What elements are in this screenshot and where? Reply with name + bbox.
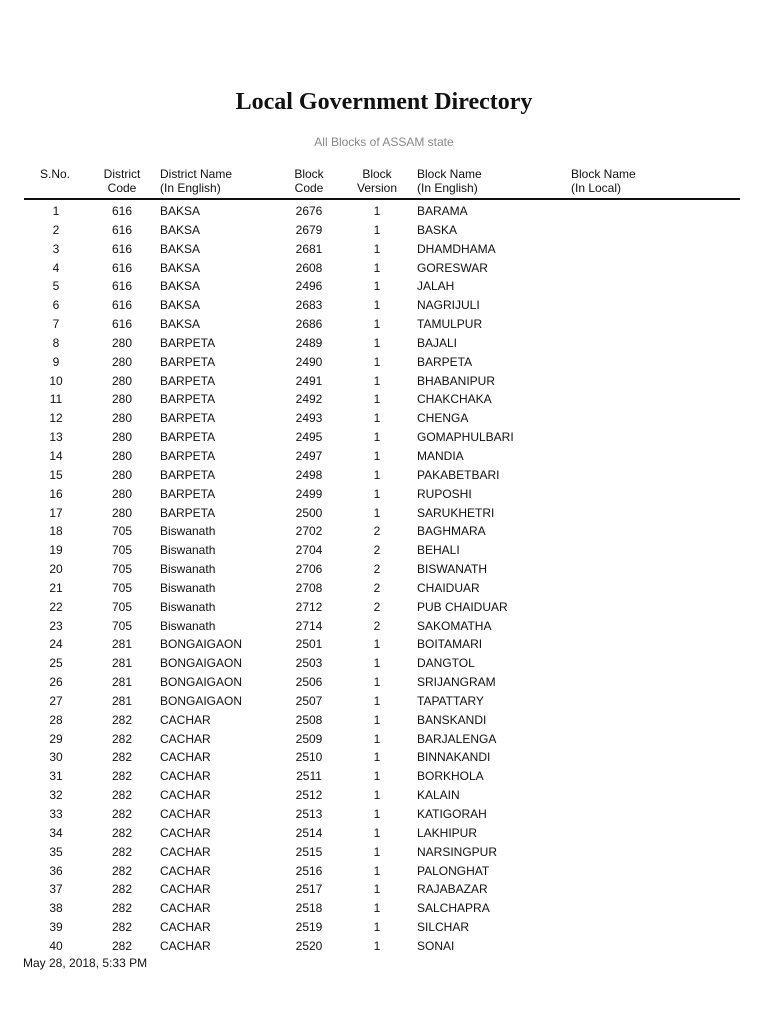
cell-sno: 15 — [49, 467, 63, 482]
cell-district-code: 282 — [111, 901, 133, 916]
cell-block-name: PALONGHAT — [417, 863, 490, 878]
table-row — [0, 805, 768, 824]
table-row — [0, 541, 768, 560]
cell-sno: 29 — [49, 731, 63, 746]
cell-block-code: 2492 — [295, 392, 323, 407]
cell-block-version: 1 — [373, 712, 381, 727]
cell-district-code: 280 — [111, 467, 133, 482]
cell-block-name: BARAMA — [417, 204, 468, 218]
cell-district-name: BARPETA — [160, 335, 216, 350]
table-row — [0, 692, 768, 711]
cell-district-code: 282 — [111, 825, 133, 840]
cell-block-version: 1 — [373, 317, 381, 332]
cell-district-name: BAKSA — [160, 260, 201, 275]
cell-district-code: 280 — [111, 373, 133, 388]
cell-block-code: 2511 — [296, 769, 322, 784]
table-row — [0, 862, 768, 881]
cell-block-name: BANSKANDI — [417, 712, 487, 727]
cell-block-version: 1 — [373, 392, 381, 407]
cell-block-code: 2712 — [295, 599, 323, 614]
cell-district-name: CACHAR — [160, 731, 211, 746]
cell-district-name: BONGAIGAON — [160, 637, 243, 652]
cell-block-code: 2509 — [295, 731, 323, 746]
cell-block-name: LAKHIPUR — [417, 825, 478, 840]
cell-district-code: 280 — [111, 486, 133, 501]
cell-district-name: CACHAR — [160, 920, 211, 935]
cell-sno: 14 — [49, 448, 63, 463]
cell-block-version: 1 — [373, 373, 381, 388]
table-row — [0, 617, 768, 636]
cell-district-name: CACHAR — [160, 769, 211, 784]
cell-district-name: CACHAR — [160, 844, 211, 859]
cell-district-code: 282 — [111, 882, 133, 897]
cell-district-code: 281 — [111, 656, 133, 671]
cell-block-version: 2 — [373, 580, 381, 595]
cell-district-name: BAKSA — [160, 279, 201, 294]
cell-sno: 31 — [49, 769, 63, 784]
cell-block-code: 2512 — [295, 788, 323, 803]
cell-sno: 30 — [49, 750, 63, 765]
cell-block-name: SONAI — [417, 938, 455, 953]
cell-block-code: 2708 — [295, 580, 323, 595]
cell-sno: 26 — [49, 675, 63, 690]
cell-district-name: BARPETA — [160, 505, 216, 520]
cell-block-code: 2496 — [295, 279, 323, 294]
table-row — [0, 748, 768, 767]
cell-district-name: Biswanath — [160, 524, 216, 539]
cell-sno: 35 — [49, 844, 63, 859]
cell-block-name: DANGTOL — [417, 656, 475, 671]
cell-block-version: 2 — [373, 562, 381, 577]
cell-sno: 17 — [49, 505, 63, 520]
cell-sno: 6 — [52, 298, 60, 313]
cell-district-name: Biswanath — [160, 562, 216, 577]
cell-block-code: 2508 — [295, 712, 323, 727]
cell-block-code: 2515 — [295, 844, 323, 859]
cell-sno: 10 — [49, 373, 63, 388]
cell-sno: 40 — [49, 938, 63, 953]
cell-district-code: 282 — [111, 807, 133, 821]
cell-district-code: 280 — [111, 448, 133, 463]
cell-block-name: TAMULPUR — [417, 317, 483, 332]
cell-block-version: 1 — [373, 675, 381, 690]
cell-sno: 2 — [52, 222, 60, 237]
cell-district-name: BARPETA — [160, 354, 216, 369]
cell-block-version: 1 — [373, 656, 381, 671]
cell-block-version: 1 — [373, 467, 381, 482]
cell-block-version: 1 — [373, 769, 381, 784]
cell-sno: 27 — [49, 693, 63, 708]
cell-sno: 21 — [49, 580, 63, 595]
cell-block-code: 2676 — [295, 204, 323, 218]
cell-block-code: 2517 — [295, 882, 323, 897]
cell-block-code: 2498 — [295, 467, 323, 482]
cell-sno: 20 — [49, 562, 63, 577]
cell-block-name: SALCHAPRA — [417, 901, 490, 916]
cell-district-name: CACHAR — [160, 901, 211, 916]
cell-district-name: BARPETA — [160, 448, 216, 463]
header-district-name: District Name (In English) — [160, 167, 233, 195]
cell-district-code: 282 — [111, 769, 133, 784]
table-row — [0, 334, 768, 353]
cell-sno: 23 — [49, 618, 63, 633]
table-body — [0, 202, 768, 956]
table-row — [0, 504, 768, 523]
header-divider — [24, 198, 740, 200]
cell-district-code: 282 — [111, 920, 133, 935]
cell-district-name: BAKSA — [160, 222, 201, 237]
cell-district-name: CACHAR — [160, 750, 211, 765]
cell-block-name: TAPATTARY — [417, 693, 484, 708]
cell-block-name: KALAIN — [417, 788, 460, 803]
table-row — [0, 824, 768, 843]
cell-district-name: CACHAR — [160, 807, 211, 821]
cell-district-name: Biswanath — [160, 599, 216, 614]
table-row — [0, 786, 768, 805]
cell-block-name: BISWANATH — [417, 562, 488, 577]
cell-block-code: 2681 — [295, 241, 323, 256]
table-row — [0, 899, 768, 918]
cell-block-version: 1 — [373, 693, 381, 708]
cell-block-name: BARJALENGA — [417, 731, 497, 746]
cell-sno: 16 — [49, 486, 63, 501]
cell-district-code: 282 — [111, 750, 133, 765]
cell-block-code: 2503 — [295, 656, 323, 671]
cell-district-name: BARPETA — [160, 392, 216, 407]
cell-district-name: BONGAIGAON — [160, 656, 243, 671]
cell-district-code: 282 — [111, 938, 133, 953]
cell-block-code: 2500 — [295, 505, 323, 520]
cell-block-code: 2513 — [295, 807, 323, 821]
cell-sno: 13 — [49, 430, 63, 445]
cell-district-code: 616 — [111, 298, 133, 313]
cell-district-name: BAKSA — [160, 317, 201, 332]
cell-sno: 1 — [52, 204, 60, 218]
cell-block-version: 1 — [373, 788, 381, 803]
cell-district-code: 282 — [111, 844, 133, 859]
table-row — [0, 730, 768, 749]
cell-sno: 3 — [52, 241, 60, 256]
cell-block-version: 2 — [373, 599, 381, 614]
cell-block-version: 2 — [373, 618, 381, 633]
cell-district-code: 616 — [111, 279, 133, 294]
header-block-name: Block Name (In English) — [417, 167, 482, 195]
cell-sno: 22 — [49, 599, 63, 614]
table-row — [0, 918, 768, 937]
table-row — [0, 711, 768, 730]
cell-block-name: RUPOSHI — [417, 486, 472, 501]
cell-block-code: 2686 — [295, 317, 323, 332]
cell-block-code: 2510 — [295, 750, 323, 765]
table-row — [0, 428, 768, 447]
table-row — [0, 635, 768, 654]
cell-block-version: 2 — [373, 524, 381, 539]
page-subtitle: All Blocks of ASSAM state — [314, 135, 454, 149]
cell-district-name: BARPETA — [160, 411, 216, 426]
cell-sno: 38 — [49, 901, 63, 916]
cell-block-version: 1 — [373, 750, 381, 765]
cell-block-code: 2493 — [295, 411, 323, 426]
cell-district-code: 616 — [111, 204, 133, 218]
cell-block-name: CHAIDUAR — [417, 580, 480, 595]
cell-district-name: CACHAR — [160, 712, 211, 727]
cell-district-code: 280 — [111, 411, 133, 426]
cell-block-name: BORKHOLA — [417, 769, 484, 784]
header-block-version: Block Version — [356, 167, 398, 195]
cell-block-version: 1 — [373, 335, 381, 350]
cell-district-code: 280 — [111, 392, 133, 407]
table-row — [0, 673, 768, 692]
cell-block-name: MANDIA — [417, 448, 464, 463]
table-row — [0, 522, 768, 541]
cell-district-code: 616 — [111, 317, 133, 332]
cell-sno: 8 — [52, 335, 60, 350]
cell-district-name: BARPETA — [160, 373, 216, 388]
cell-block-name: SAKOMATHA — [417, 618, 492, 633]
header-district-code: District Code — [103, 167, 141, 195]
cell-district-name: BAKSA — [160, 241, 201, 256]
cell-block-name: BHABANIPUR — [417, 373, 496, 388]
cell-block-code: 2706 — [295, 562, 323, 577]
table-row — [0, 353, 768, 372]
cell-block-version: 1 — [373, 920, 381, 935]
table-row — [0, 409, 768, 428]
cell-block-name: GOMAPHULBARI — [417, 430, 514, 445]
cell-district-name: BAKSA — [160, 298, 201, 313]
cell-block-code: 2704 — [295, 543, 323, 558]
cell-block-name: BINNAKANDI — [417, 750, 491, 765]
cell-district-name: BARPETA — [160, 467, 216, 482]
cell-block-version: 1 — [373, 731, 381, 746]
cell-district-code: 705 — [111, 618, 133, 633]
cell-block-name: PAKABETBARI — [417, 467, 500, 482]
cell-block-name: BOITAMARI — [417, 637, 483, 652]
cell-sno: 11 — [49, 392, 63, 407]
table-row — [0, 390, 768, 409]
cell-district-code: 705 — [111, 524, 133, 539]
cell-block-name: SRIJANGRAM — [417, 675, 496, 690]
cell-block-code: 2506 — [295, 675, 323, 690]
cell-district-code: 705 — [111, 562, 133, 577]
cell-sno: 19 — [49, 543, 63, 558]
cell-district-code: 282 — [111, 863, 133, 878]
table-header — [0, 167, 768, 199]
cell-district-code: 281 — [111, 637, 133, 652]
cell-block-code: 2499 — [295, 486, 323, 501]
cell-sno: 24 — [49, 637, 63, 652]
cell-district-name: BARPETA — [160, 430, 216, 445]
cell-district-code: 280 — [111, 335, 133, 350]
cell-district-name: Biswanath — [160, 543, 216, 558]
cell-block-name: GORESWAR — [417, 260, 488, 275]
cell-district-name: Biswanath — [160, 580, 216, 595]
cell-district-name: CACHAR — [160, 788, 211, 803]
cell-block-name: NAGRIJULI — [417, 298, 480, 313]
table-row — [0, 560, 768, 579]
cell-sno: 4 — [52, 260, 60, 275]
cell-sno: 9 — [52, 354, 60, 369]
table-row — [0, 221, 768, 240]
cell-district-name: CACHAR — [160, 825, 211, 840]
cell-district-name: BARPETA — [160, 486, 216, 501]
cell-block-code: 2714 — [295, 618, 323, 633]
cell-sno: 18 — [49, 524, 63, 539]
cell-block-code: 2520 — [295, 938, 323, 953]
cell-block-name: BAGHMARA — [417, 524, 486, 539]
cell-sno: 28 — [49, 712, 63, 727]
cell-district-code: 616 — [111, 260, 133, 275]
cell-district-name: BONGAIGAON — [160, 675, 243, 690]
cell-block-version: 1 — [373, 882, 381, 897]
cell-block-code: 2519 — [295, 920, 323, 935]
cell-district-code: 705 — [111, 543, 133, 558]
cell-block-name: BEHALI — [417, 543, 460, 558]
cell-sno: 32 — [49, 788, 63, 803]
cell-block-name: JALAH — [417, 279, 455, 294]
cell-block-code: 2507 — [295, 693, 323, 708]
cell-district-code: 705 — [111, 580, 133, 595]
cell-district-name: Biswanath — [160, 618, 216, 633]
cell-sno: 12 — [49, 411, 63, 426]
table-row — [0, 579, 768, 598]
cell-block-version: 1 — [373, 486, 381, 501]
cell-block-version: 1 — [373, 901, 381, 916]
table-row — [0, 315, 768, 334]
cell-district-code: 282 — [111, 788, 133, 803]
table-row — [0, 296, 768, 315]
header-block-name-local: Block Name (In Local) — [571, 167, 636, 195]
cell-block-code: 2702 — [295, 524, 323, 539]
cell-block-version: 1 — [373, 222, 381, 237]
cell-block-version: 1 — [373, 204, 381, 218]
cell-district-name: BAKSA — [160, 204, 201, 218]
table-row — [0, 937, 768, 956]
cell-block-code: 2683 — [295, 298, 323, 313]
cell-block-version: 1 — [373, 863, 381, 878]
cell-sno: 25 — [49, 656, 63, 671]
table-row — [0, 466, 768, 485]
cell-district-name: BONGAIGAON — [160, 693, 243, 708]
cell-block-code: 2514 — [295, 825, 323, 840]
cell-block-version: 1 — [373, 279, 381, 294]
cell-block-name: DHAMDHAMA — [417, 241, 496, 256]
cell-block-code: 2490 — [295, 354, 323, 369]
cell-block-version: 1 — [373, 825, 381, 840]
cell-block-code: 2516 — [295, 863, 323, 878]
table-row — [0, 259, 768, 278]
cell-sno: 7 — [52, 317, 60, 332]
cell-district-code: 282 — [111, 712, 133, 727]
cell-district-code: 705 — [111, 599, 133, 614]
cell-block-version: 2 — [373, 543, 381, 558]
table-row — [0, 767, 768, 786]
cell-block-name: CHAKCHAKA — [417, 392, 492, 407]
cell-block-version: 1 — [373, 505, 381, 520]
cell-sno: 36 — [49, 863, 63, 878]
cell-block-code: 2491 — [295, 373, 323, 388]
cell-block-version: 1 — [373, 807, 381, 821]
cell-block-version: 1 — [373, 430, 381, 445]
table-row — [0, 598, 768, 617]
cell-block-version: 1 — [373, 354, 381, 369]
header-block-code: Block Code — [294, 167, 324, 195]
cell-block-name: PUB CHAIDUAR — [417, 599, 508, 614]
page-title: Local Government Directory — [235, 89, 533, 115]
table-row — [0, 372, 768, 391]
cell-block-version: 1 — [373, 411, 381, 426]
cell-district-code: 281 — [111, 675, 133, 690]
table-row — [0, 654, 768, 673]
cell-sno: 33 — [49, 807, 63, 821]
cell-block-version: 1 — [373, 844, 381, 859]
cell-block-version: 1 — [373, 260, 381, 275]
cell-block-code: 2518 — [295, 901, 323, 916]
cell-block-name: NARSINGPUR — [417, 844, 498, 859]
cell-block-name: CHENGA — [417, 411, 469, 426]
cell-block-version: 1 — [373, 241, 381, 256]
cell-block-version: 1 — [373, 298, 381, 313]
cell-sno: 39 — [49, 920, 63, 935]
cell-block-version: 1 — [373, 938, 381, 953]
cell-block-code: 2489 — [295, 335, 323, 350]
cell-district-code: 281 — [111, 693, 133, 708]
cell-block-name: KATIGORAH — [417, 807, 487, 821]
table-row — [0, 843, 768, 862]
cell-block-version: 1 — [373, 637, 381, 652]
header-sno: S.No. — [40, 167, 71, 181]
cell-block-name: SARUKHETRI — [417, 505, 495, 520]
cell-block-code: 2501 — [295, 637, 323, 652]
cell-sno: 37 — [49, 882, 63, 897]
cell-block-name: BAJALI — [417, 335, 458, 350]
table-row — [0, 485, 768, 504]
table-row — [0, 447, 768, 466]
cell-block-name: BASKA — [417, 222, 458, 237]
cell-block-code: 2608 — [295, 260, 323, 275]
cell-block-code: 2679 — [295, 222, 323, 237]
cell-block-version: 1 — [373, 448, 381, 463]
cell-district-code: 280 — [111, 430, 133, 445]
cell-block-name: SILCHAR — [417, 920, 470, 935]
footer-timestamp: May 28, 2018, 5:33 PM — [23, 956, 148, 970]
cell-district-name: CACHAR — [160, 863, 211, 878]
table-row — [0, 277, 768, 296]
table-row — [0, 880, 768, 899]
cell-district-code: 282 — [111, 731, 133, 746]
table-row — [0, 240, 768, 259]
cell-district-code: 616 — [111, 241, 133, 256]
cell-district-name: CACHAR — [160, 938, 211, 953]
cell-district-code: 280 — [111, 505, 133, 520]
cell-district-name: CACHAR — [160, 882, 211, 897]
cell-district-code: 280 — [111, 354, 133, 369]
cell-block-code: 2497 — [295, 448, 323, 463]
cell-block-name: BARPETA — [417, 354, 473, 369]
table-row — [0, 202, 768, 221]
cell-block-name: RAJABAZAR — [417, 882, 488, 897]
cell-sno: 5 — [52, 279, 60, 294]
cell-sno: 34 — [49, 825, 63, 840]
cell-block-code: 2495 — [295, 430, 323, 445]
cell-district-code: 616 — [111, 222, 133, 237]
